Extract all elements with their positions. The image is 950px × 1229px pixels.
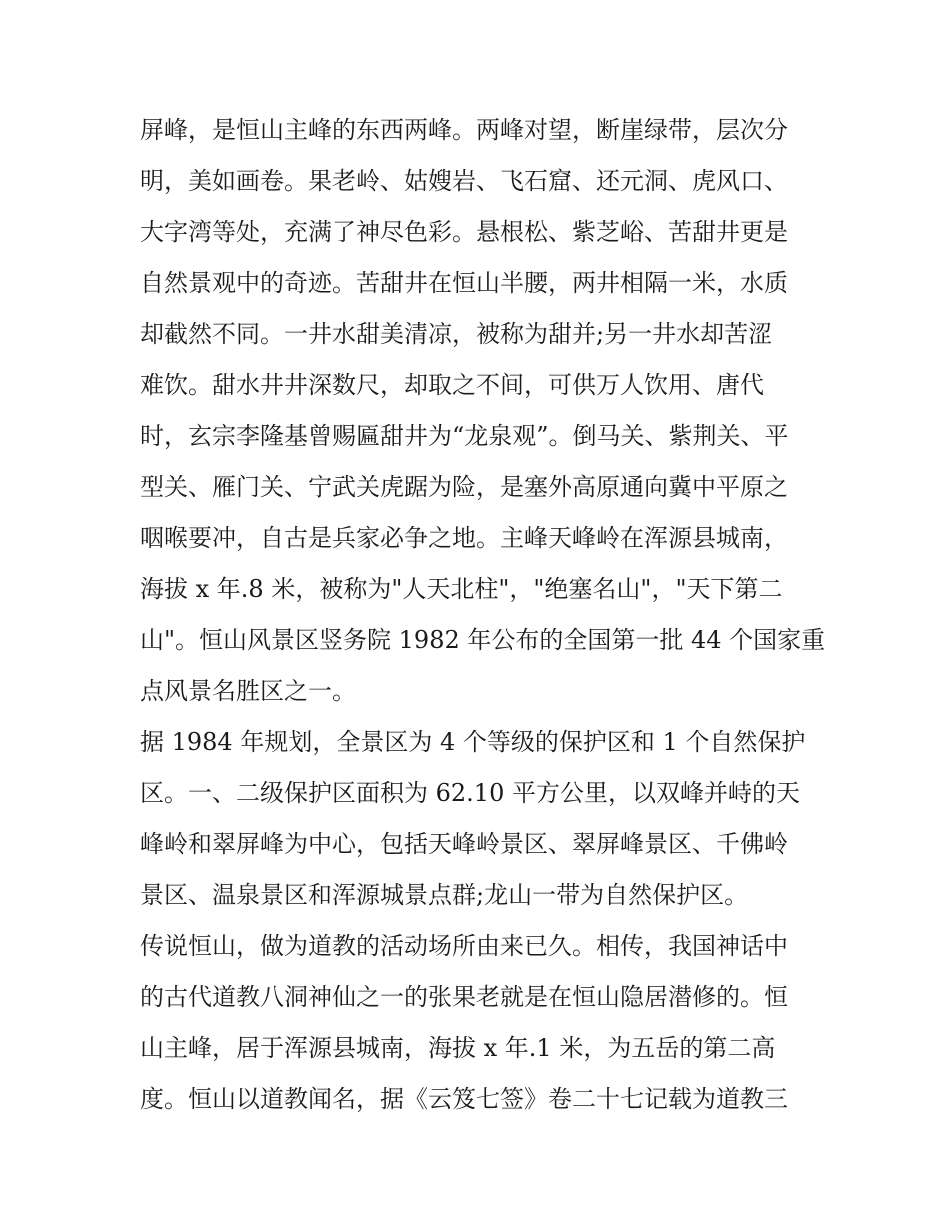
body-text [140,105,826,1125]
text-line: 据 1984 年规划，全景区为 4 个等级的保护区和 1 个自然保护 [140,728,806,756]
text-line: 传说恒山，做为道教的活动场所由来已久。相传，我国神话中 [140,932,788,960]
text-line: 难饮。甜水井井深数尺，却取之不间，可供万人饮用、唐代 [140,371,764,399]
text-line: 却截然不同。一井水甜美清凉，被称为甜并;另一井水却苦涩 [140,320,773,348]
text-line: 咽喉要冲，自古是兵家必争之地。主峰天峰岭在浑源县城南， [140,524,788,552]
text-line: 型关、雁门关、宁武关虎踞为险，是塞外高原通向冀中平原之 [140,473,788,501]
text-line: 区。一、二级保护区面积为 62.10 平方公里，以双峰并峙的天 [140,779,800,807]
text-line: 自然景观中的奇迹。苦甜井在恒山半腰，两井相隔一米，水质 [140,269,788,297]
text-line: 度。恒山以道教闻名，据《云笈七签》卷二十七记载为道教三 [140,1085,788,1113]
text-line: 时，玄宗李隆基曾赐匾甜井为“龙泉观”。倒马关、紫荆关、平 [140,422,789,450]
text-line: 点风景名胜区之一。 [140,677,356,705]
text-line: 景区、温泉景区和浑源城景点群;龙山一带为自然保护区。 [140,881,749,909]
text-line: 的古代道教八洞神仙之一的张果老就是在恒山隐居潜修的。恒 [140,983,788,1011]
text-line: 屏峰，是恒山主峰的东西两峰。两峰对望，断崖绿带，层次分 [140,116,788,144]
text-line: 峰岭和翠屏峰为中心，包括天峰岭景区、翠屏峰景区、千佛岭 [140,830,788,858]
text-line: 明，美如画卷。果老岭、姑嫂岩、飞石窟、还元洞、虎风口、 [140,167,788,195]
text-line: 大字湾等处，充满了神尽色彩。悬根松、紫芝峪、苦甜井更是 [140,218,788,246]
text-line: 山主峰，居于浑源县城南，海拔 x 年.1 米，为五岳的第二高 [140,1034,776,1062]
text-line: 海拔 x 年.8 米，被称为"人天北柱"，"绝塞名山"，"天下第二 [140,575,783,603]
text-line: 山"。恒山风景区竖务院 1982 年公布的全国第一批 44 个国家重 [140,626,826,654]
